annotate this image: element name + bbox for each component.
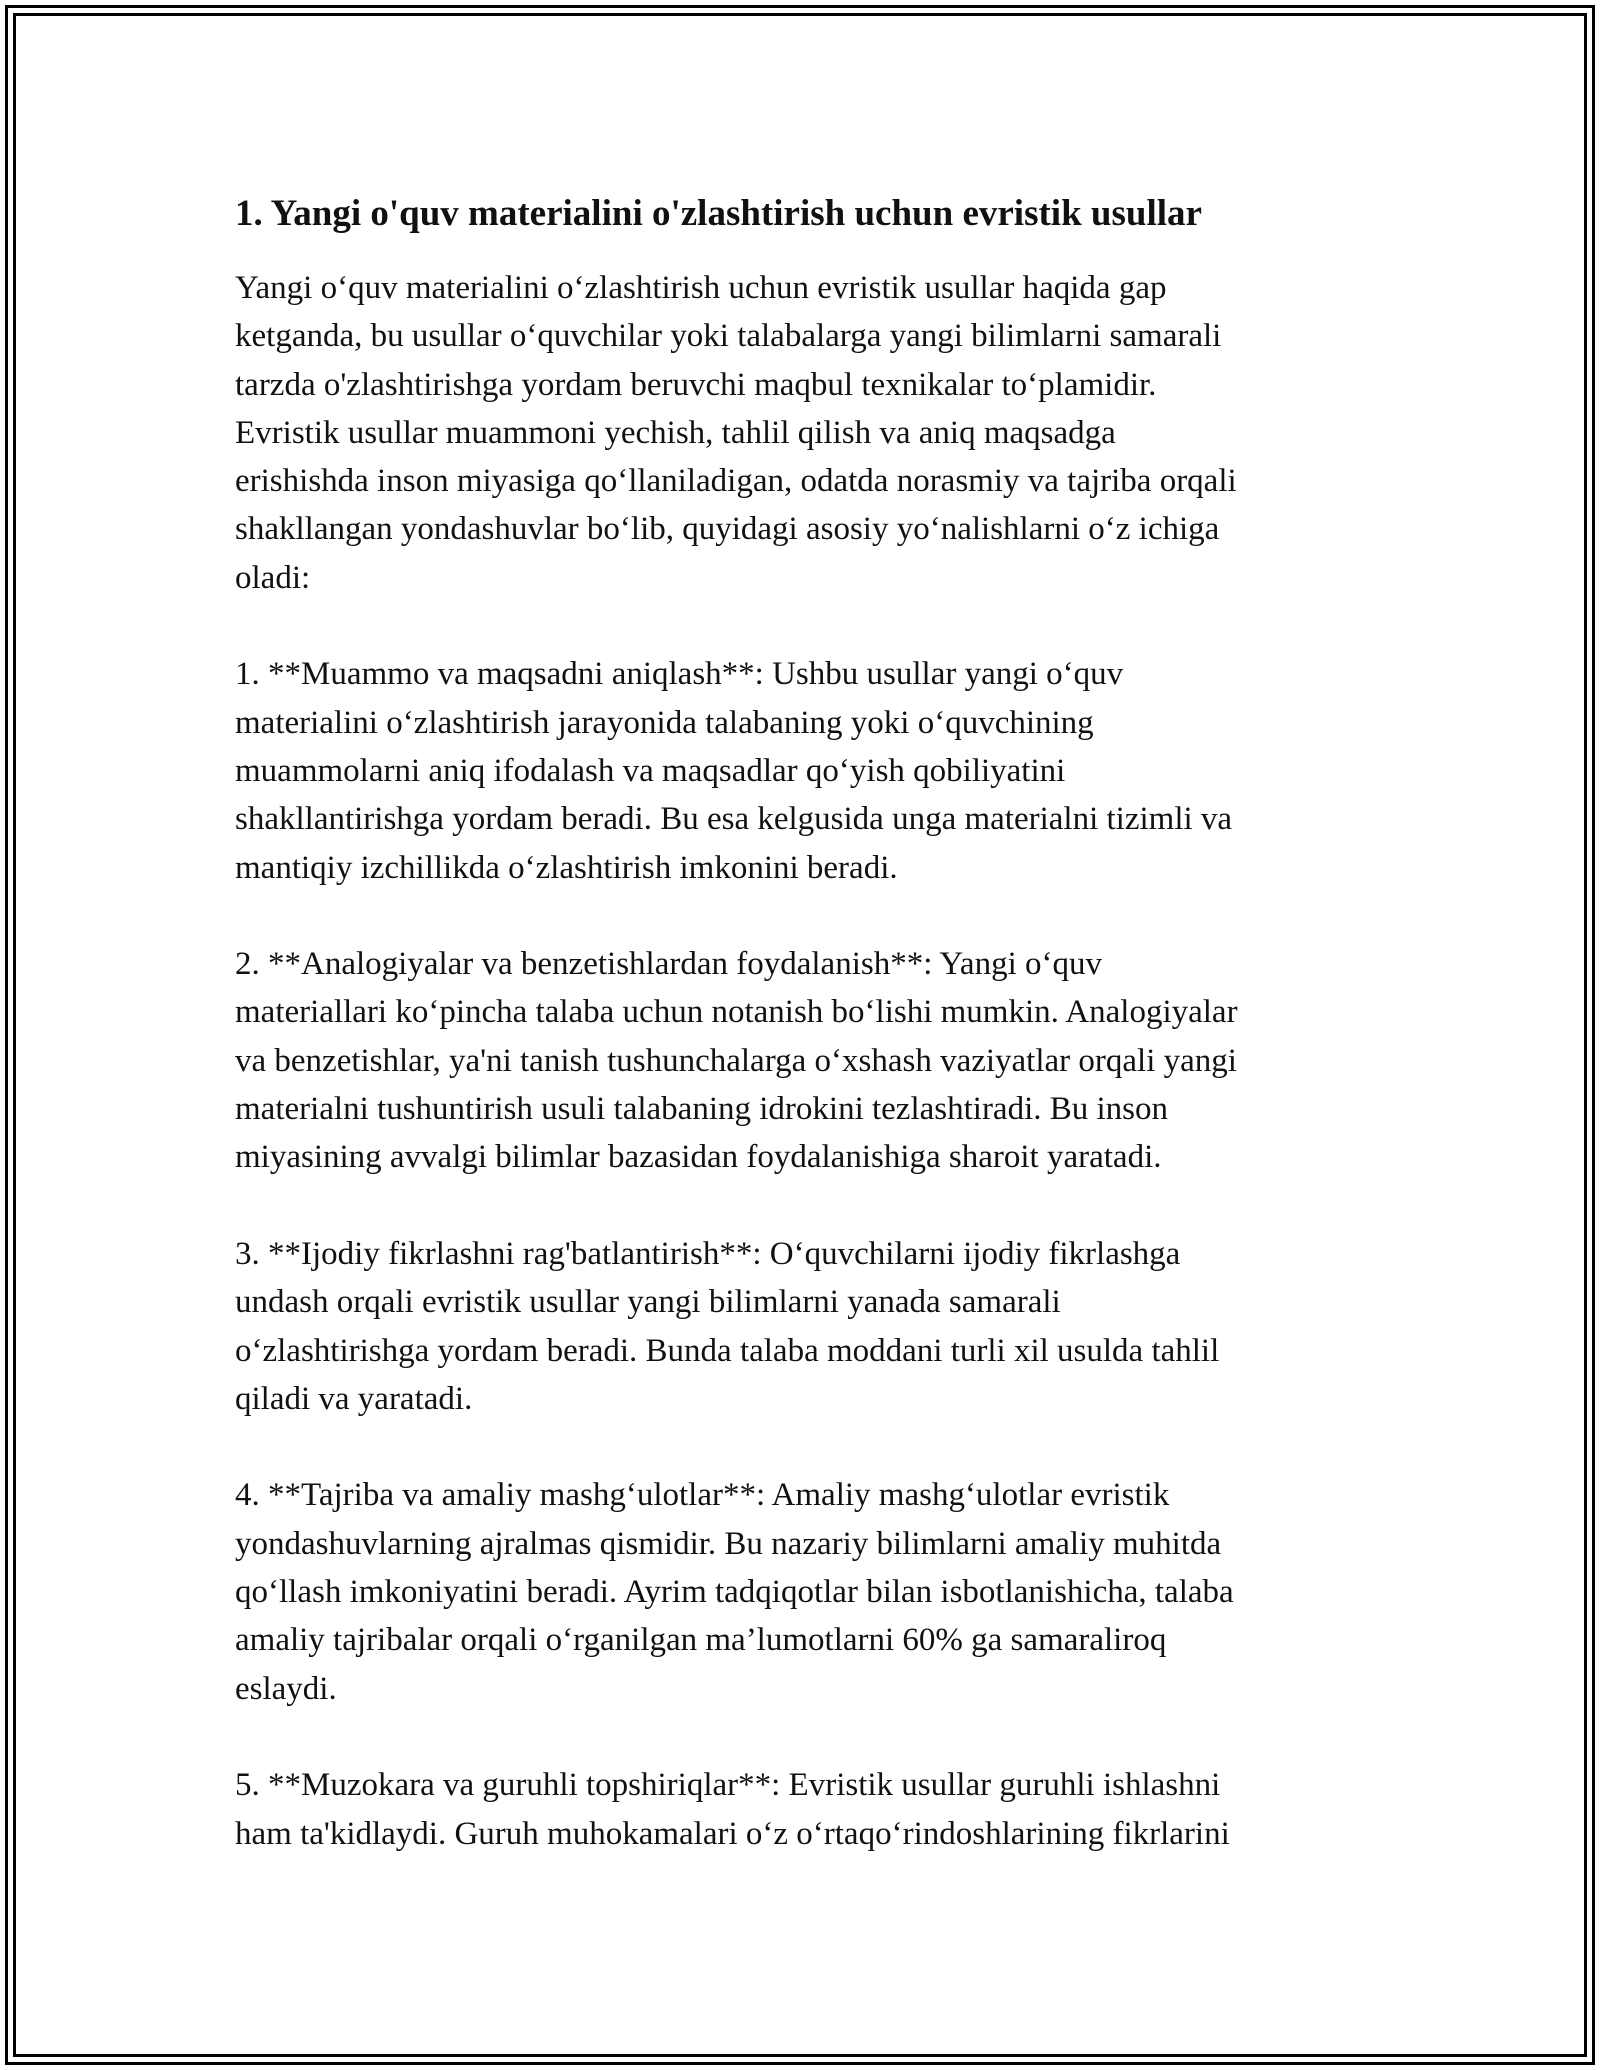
paragraph-spacer: [235, 602, 1365, 650]
list-item-2: 2. **Analogiyalar va benzetishlardan foydalanish**: Yangi o‘quv materiallari ko‘pincha talaba uchun notanish bo‘lishi mumkin. Analogiyalar va benzetishlar, ya'ni tanish tushunchalarga o‘xshash vaziyatlar orqali yangi materialni tushuntirish usuli talabaning idrokini tezlashtiradi. Bu inson miyasining avvalgi bilimlar bazasidan foydalanishiga sharoit yaratadi.: [235, 946, 1238, 1176]
document-page: [235, 186, 1365, 1858]
paragraph-spacer: [235, 892, 1365, 940]
paragraph-spacer: [235, 1713, 1365, 1761]
intro-paragraph: Yangi o‘quv materialini o‘zlashtirish uchun evristik usullar haqida gap ketganda, bu usullar o‘quvchilar yoki talabalarga yangi bilimlarni samarali tarzda o'zlashtirishga yordam beruvchi maqbul texnikalar to‘plamidir. Evristik usullar muammoni yechish, tahlil qilish va aniq maqsadga erishishda inson miyasiga qo‘llaniladigan, odatda norasmiy va tajriba orqali shakllangan yondashuvlar bo‘lib, quyidagi asosiy yo‘nalishlarni o‘z ichiga oladi:: [235, 270, 1237, 596]
list-item-3: 3. **Ijodiy fikrlashni rag'batlantirish**: O‘quvchilarni ijodiy fikrlashga undash orqali evristik usullar yangi bilimlarni yanada samarali o‘zlashtirishga yordam beradi. Bunda talaba moddani turli xil usulda tahlil qiladi va yaratadi.: [235, 1235, 1220, 1417]
document-title: 1. Yangi o'quv materialini o'zlashtirish uchun evristik usullar: [235, 193, 1202, 234]
paragraph-spacer: [235, 1423, 1365, 1471]
list-item-1: 1. **Muammo va maqsadni aniqlash**: Ushbu usullar yangi o‘quv materialini o‘zlashtirish jarayonida talabaning yoki o‘quvchining muammolarni aniq ifodalash va maqsadlar qo‘yish qobiliyatini shakllantirishga yordam beradi. Bu esa kelgusida unga materialni tizimli va mantiqiy izchillikda o‘zlashtirish imkonini beradi.: [235, 656, 1233, 886]
list-item-4: 4. **Tajriba va amaliy mashg‘ulotlar**: Amaliy mashg‘ulotlar evristik yondashuvlarning ajralmas qismidir. Bu nazariy bilimlarni amaliy muhitda qo‘llash imkoniyatini beradi. Ayrim tadqiqotlar bilan isbotlanishicha, talaba amaliy tajribalar orqali o‘rganilgan ma’lumotlarni 60% ga samaraliroq eslaydi.: [235, 1477, 1234, 1707]
paragraph-spacer: [235, 1182, 1365, 1230]
list-item-5: 5. **Muzokara va guruhli topshiriqlar**: Evristik usullar guruhli ishlashni ham ta'kidlaydi. Guruh muhokamalari o‘z o‘rtaqo‘rindoshlarining fikrlarini: [235, 1767, 1230, 1852]
